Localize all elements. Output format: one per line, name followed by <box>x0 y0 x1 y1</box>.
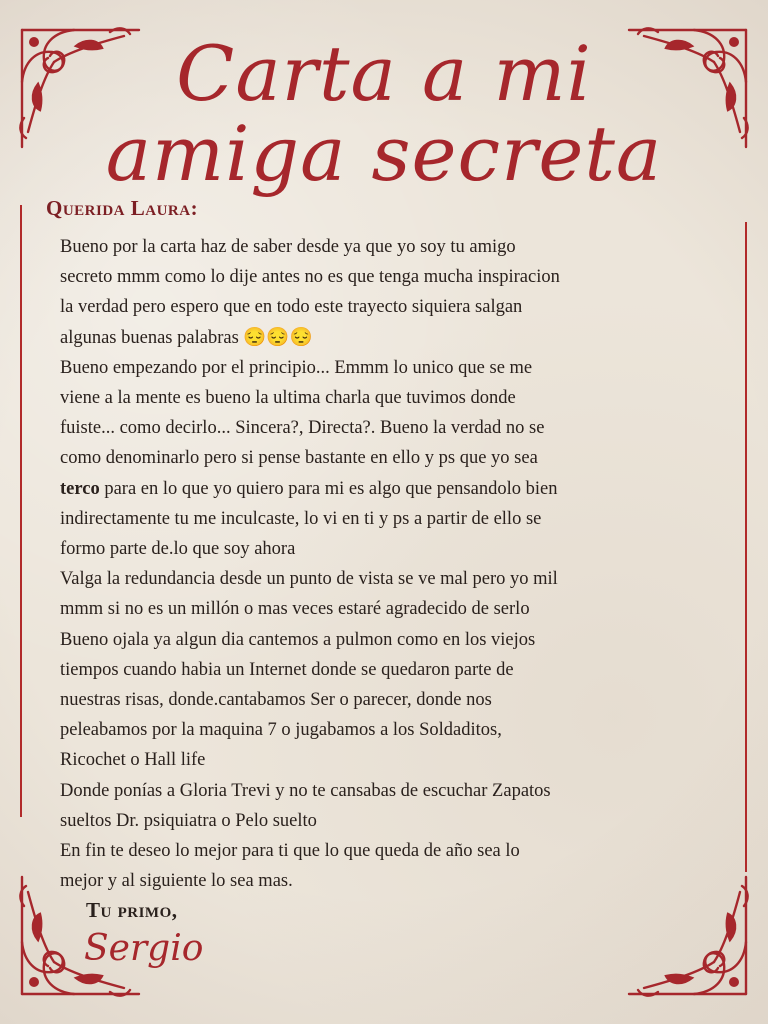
page-title-line-2: amiga secreta <box>105 109 663 198</box>
body-line: mejor y al siguiente lo sea mas. <box>60 871 293 892</box>
body-line: tiempos cuando habia un Internet donde se quedaron parte de <box>60 659 514 680</box>
body-line: Donde ponías a Gloria Trevi y no te cansabas de escuchar Zapatos <box>60 780 551 801</box>
bold-word: terco <box>60 478 100 499</box>
body-line: secreto mmm como lo dije antes no es que tenga mucha inspiracion <box>60 267 560 288</box>
body-line: mmm si no es un millón o mas veces estaré agradecido de serlo <box>60 599 530 620</box>
body-line: Bueno empezando por el principio... Emmm lo unico que se me <box>60 357 533 378</box>
letter-body <box>60 232 720 896</box>
body-line: nuestras risas, donde.cantabamos Ser o parecer, donde nos <box>60 690 492 711</box>
body-line: como denominarlo pero si pense bastante en ello y ps que yo sea <box>60 448 538 469</box>
body-line: sueltos Dr. psiquiatra o Pelo suelto <box>60 810 317 831</box>
body-line: fuiste... como decirlo... Sincera?, Directa?. Bueno la verdad no se <box>60 418 545 439</box>
body-line: peleabamos por la maquina 7 o jugabamos a los Soldaditos, <box>60 720 502 741</box>
left-border-line <box>20 205 22 817</box>
signature: Sergio <box>84 928 204 969</box>
greeting: Querida Laura: <box>46 196 199 220</box>
body-line: Bueno por la carta haz de saber desde ya que yo soy tu amigo <box>60 237 516 257</box>
page-title-line-1: Carta a mi <box>176 29 592 118</box>
body-line: indirectamente tu me inculcaste, lo vi en ti y ps a partir de ello se <box>60 508 542 529</box>
body-line: algunas buenas palabras 😔😔😔 <box>60 327 313 348</box>
closing: Tu primo, <box>86 898 178 922</box>
body-line: Valga la redundancia desde un punto de vista se ve mal pero yo mil <box>60 569 558 590</box>
body-line: Bueno ojala ya algun dia cantemos a pulmon como en los viejos <box>60 629 536 650</box>
body-line: formo parte de.lo que soy ahora <box>60 539 296 560</box>
body-line: la verdad pero espero que en todo este trayecto siquiera salgan <box>60 297 523 318</box>
right-border-line <box>745 222 747 872</box>
body-line-with-bold: terco para en lo que yo quiero para mi es algo que pensandolo bien <box>60 478 558 499</box>
body-line: Ricochet o Hall life <box>60 750 206 771</box>
body-line: viene a la mente es bueno la ultima charla que tuvimos donde <box>60 388 516 409</box>
body-line: En fin te deseo lo mejor para ti que lo que queda de año sea lo <box>60 841 520 862</box>
